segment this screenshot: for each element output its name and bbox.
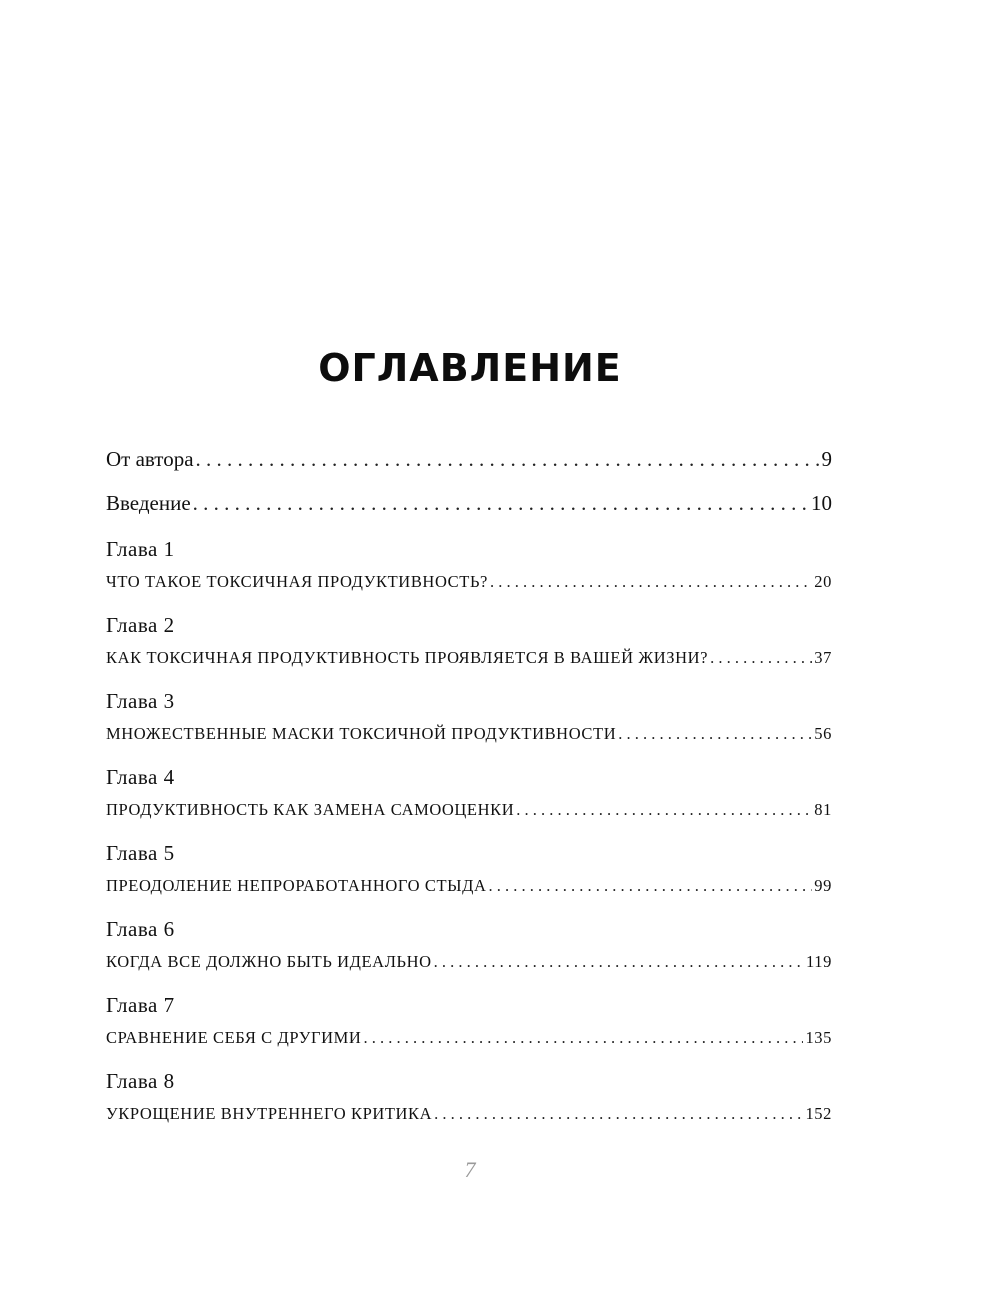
chapter-heading: Глава 6 (106, 917, 175, 941)
leader-dots (516, 800, 812, 820)
toc-entry-chapter-2[interactable] (106, 648, 832, 668)
leader-dots (434, 1104, 803, 1124)
toc-entry-page: 37 (814, 648, 832, 667)
page-number: 7 (464, 1157, 476, 1182)
toc-entry-chapter-5[interactable] (106, 876, 832, 896)
chapter-heading: Глава 1 (106, 537, 175, 561)
chapter-heading: Глава 2 (106, 613, 175, 637)
leader-dots (618, 724, 812, 744)
chapter-heading: Глава 3 (106, 689, 175, 713)
chapter-heading: Глава 4 (106, 765, 175, 789)
toc-entry-page: 9 (821, 447, 832, 471)
leader-dots (489, 876, 813, 896)
toc-entry-label: Введение (106, 491, 191, 515)
toc-entry-label: КОГДА ВСЕ ДОЛЖНО БЫТЬ ИДЕАЛЬНО (106, 952, 432, 971)
leader-dots (196, 447, 820, 472)
toc-entry-chapter-7[interactable] (106, 1028, 832, 1048)
toc-entry-chapter-6[interactable] (106, 952, 832, 972)
toc-entry-chapter-3[interactable] (106, 724, 832, 744)
toc-entry-page: 152 (805, 1104, 832, 1123)
leader-dots (490, 572, 812, 592)
toc-entry-page: 20 (814, 572, 832, 591)
toc-entry-page: 81 (814, 800, 832, 819)
chapter-heading: Глава 5 (106, 841, 175, 865)
toc-entry-page: 10 (811, 491, 832, 515)
page-title: ОГЛАВЛЕНИЕ (318, 346, 622, 390)
toc-entry-label: ПРОДУКТИВНОСТЬ КАК ЗАМЕНА САМООЦЕНКИ (106, 800, 515, 819)
toc-entry-page: 56 (814, 724, 832, 743)
toc-entry-label: МНОЖЕСТВЕННЫЕ МАСКИ ТОКСИЧНОЙ ПРОДУКТИВНОСТИ (106, 724, 617, 743)
toc-entry-page: 119 (806, 952, 832, 971)
toc-entry-chapter-1[interactable] (106, 572, 832, 592)
toc-entry-label: УКРОЩЕНИЕ ВНУТРЕННЕГО КРИТИКА (106, 1104, 433, 1123)
toc-entry-label: СРАВНЕНИЕ СЕБЯ С ДРУГИМИ (106, 1028, 362, 1047)
leader-dots (363, 1028, 803, 1048)
toc-entry-author[interactable] (106, 447, 832, 472)
leader-dots (434, 952, 804, 972)
toc-entry-page: 135 (805, 1028, 832, 1047)
leader-dots (193, 491, 809, 516)
toc-entry-page: 99 (814, 876, 832, 895)
toc-entry-label: От автора (106, 447, 194, 471)
toc-entry-chapter-4[interactable] (106, 800, 832, 820)
toc-entry-label: КАК ТОКСИЧНАЯ ПРОДУКТИВНОСТЬ ПРОЯВЛЯЕТСЯ В ВАШЕЙ ЖИЗНИ? (106, 648, 709, 667)
chapter-heading: Глава 7 (106, 993, 175, 1017)
chapter-heading: Глава 8 (106, 1069, 175, 1093)
toc-entry-chapter-8[interactable] (106, 1104, 832, 1124)
toc-entry-introduction[interactable] (106, 491, 832, 516)
leader-dots (710, 648, 812, 668)
toc-entry-label: ПРЕОДОЛЕНИЕ НЕПРОРАБОТАННОГО СТЫДА (106, 876, 487, 895)
toc-entry-label: ЧТО ТАКОЕ ТОКСИЧНАЯ ПРОДУКТИВНОСТЬ? (106, 572, 488, 591)
